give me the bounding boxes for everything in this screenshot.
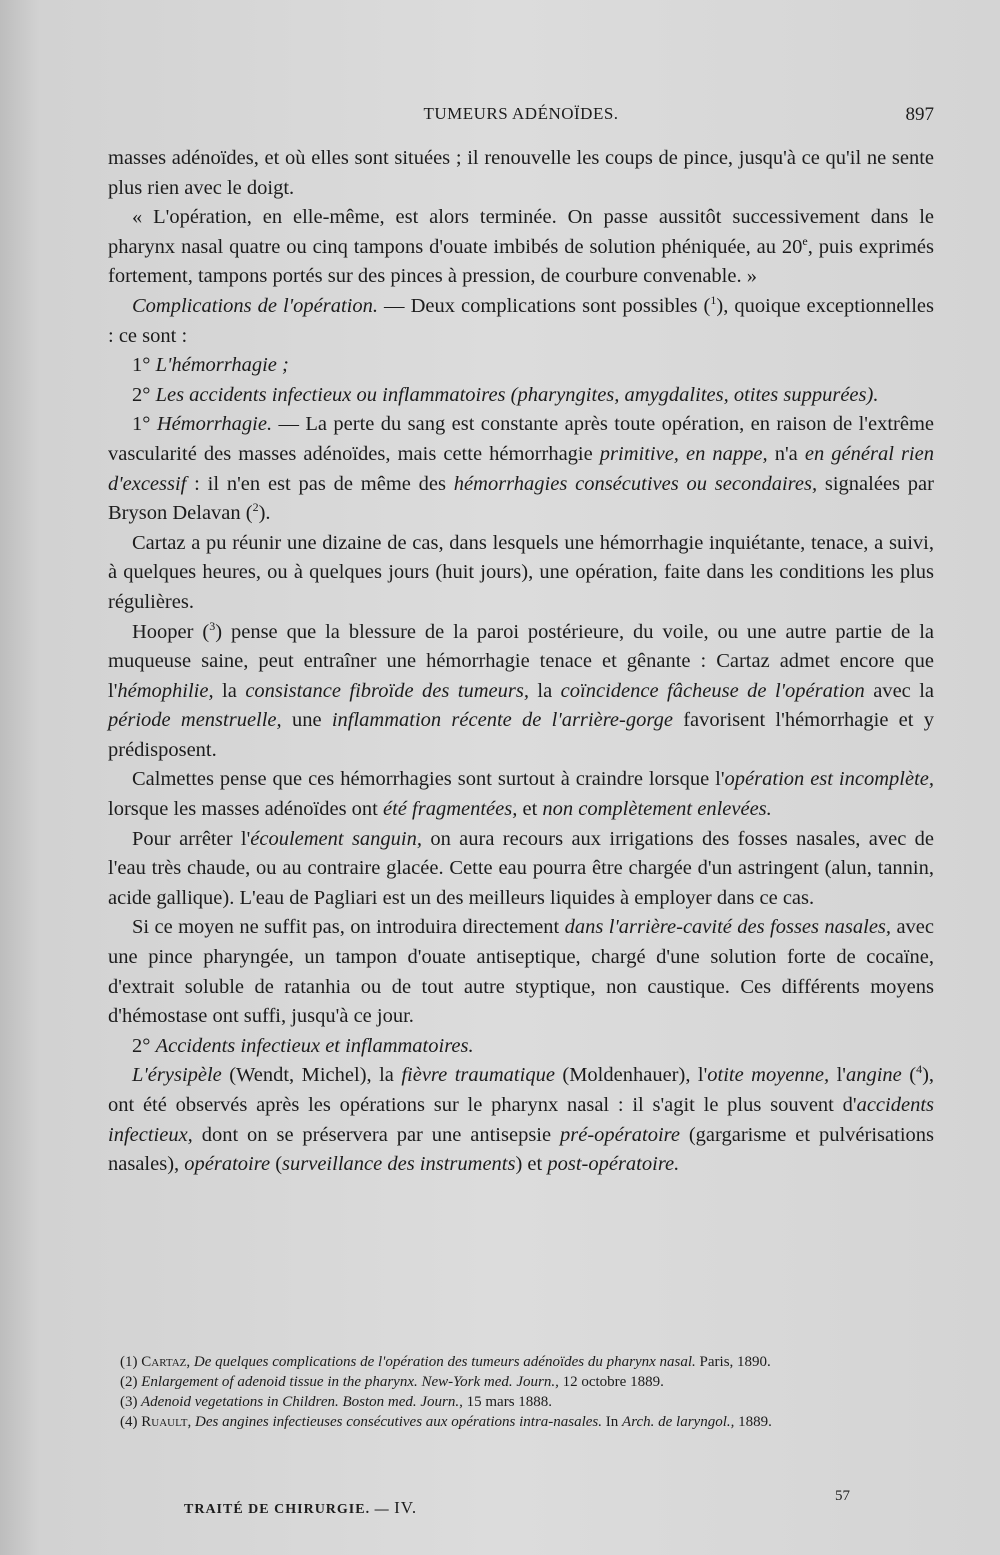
printer-mark: TRAITÉ DE CHIRURGIE. — IV. <box>184 1498 418 1517</box>
footnote: (4) Ruault, Des angines infectieuses consécutives aux opérations intra-nasales. In Arch. de laryngol., 1889. <box>120 1414 772 1430</box>
list-item: 1° L'hémorrhagie ; <box>132 354 289 377</box>
page-footer <box>108 1488 934 1518</box>
footnote: (1) Cartaz, De quelques complications de l'opération des tumeurs adénoïdes du pharynx nasal. Paris, 1890. <box>120 1354 771 1370</box>
section-heading: Complications de l'opération. <box>132 294 378 317</box>
footnote: (3) Adenoid vegetations in Children. Boston med. Journ., 15 mars 1888. <box>120 1394 553 1410</box>
paragraph: Hooper ($^3$) pense que la blessure de la paroi postérieure, du voile, ou une autre partie de la muqueuse saine, peut entraîner une hémorrhagie tenace et gênante : Cartaz admet encore que l'hémophilie, la consistance fibroïde des tumeurs, la coïncidence fâcheuse de l'opération avec la période menstruelle, une inflammation récente de l'arrière-gorge favorisent l'hémorrhagie et y prédisposent. <box>108 618 935 761</box>
footnotes <box>108 1352 934 1432</box>
paragraph: Si ce moyen ne suffit pas, on introduira directement dans l'arrière-cavité des fosses nasales, avec une pince pharyngée, un tampon d'ouate antiseptique, chargé d'une solution forte de cocaïne, d'extrait soluble de ratanhia ou de tout autre styptique, non caustique. Ces différents moyens d'hémostase ont suffi, jusqu'à ce jour. <box>108 916 935 1028</box>
paragraph: Complications de l'opération. — Deux complications sont possibles ($^1$), quoique exceptionnelles : ce sont : <box>108 293 934 347</box>
list-item: 2° Les accidents infectieux ou inflammatoires (pharyngites, amygdalites, otites suppurées). <box>132 383 879 406</box>
page-header <box>108 104 934 134</box>
footnote: (2) Enlargement of adenoid tissue in the pharynx. New-York med. Journ., 12 octobre 1889. <box>120 1374 664 1390</box>
footnote-ref: 1 <box>710 293 717 308</box>
page-number: 897 <box>905 104 934 125</box>
running-title: TUMEURS ADÉNOÏDES. <box>423 104 619 123</box>
paragraph: Calmettes pense que ces hémorrhagies sont surtout à craindre lorsque l'opération est incomplète, lorsque les masses adénoïdes ont été fragmentées, et non complètement enlevées. <box>108 768 934 821</box>
signature-mark: 57 <box>835 1488 850 1504</box>
paragraph: « L'opération, en elle-même, est alors terminée. On passe aussitôt successivement dans le pharynx nasal quatre ou cinq tampons d'ouate imbibés de solution phéniquée, au 20e, puis exprimés fortement, tampons portés sur des pinces à pression, de courbure convenable. » <box>108 206 934 288</box>
paragraph: 1° Hémorrhagie. — La perte du sang est constante après toute opération, en raison de l'extrême vascularité des masses adénoïdes, mais cette hémorrhagie primitive, en nappe, n'a en général rien d'excessif : il n'en est pas de même des hémorrhagies consécutives ou secondaires, signalées par Bryson Delavan ($^2$). <box>108 413 935 525</box>
paragraph: L'érysipèle (Wendt, Michel), la fièvre traumatique (Moldenhauer), l'otite moyenne, l'angine ($^4$), ont été observés après les opérations sur le pharynx nasal : il s'agit le plus souvent d'accidents infectieux, dont on se préservera par une antisepsie pré-opératoire (gargarisme et pulvérisations nasales), opératoire (surveillance des instruments) et post-opératoire. <box>108 1062 935 1176</box>
paragraph: Cartaz a pu réunir une dizaine de cas, dans lesquels une hémorrhagie inquiétante, tenace, a suivi, à quelques heures, ou à quelques jours (huit jours), une opération, faite dans les conditions les plus régulières. <box>108 531 934 613</box>
paragraph: Pour arrêter l'écoulement sanguin, on aura recours aux irrigations des fosses nasales, avec de l'eau très chaude, ou au contraire glacée. Cette eau pourra être chargée d'un astringent (alun, tannin, acide gallique). L'eau de Pagliari est un des meilleurs liquides à employer dans ce cas. <box>108 827 934 909</box>
volume-number: IV. <box>394 1498 418 1517</box>
footnote-ref: 3 <box>209 618 216 633</box>
footnote-ref: 2 <box>252 500 259 515</box>
footnote-ref: 4 <box>916 1062 923 1077</box>
section-heading: Hémorrhagie. <box>156 413 273 436</box>
body-text <box>108 144 934 1180</box>
section-heading: 2° Accidents infectieux et inflammatoires. <box>132 1034 474 1057</box>
paragraph: masses adénoïdes, et où elles sont situées ; il renouvelle les coups de pince, jusqu'à ce qu'il ne sente plus rien avec le doigt. <box>108 147 934 199</box>
